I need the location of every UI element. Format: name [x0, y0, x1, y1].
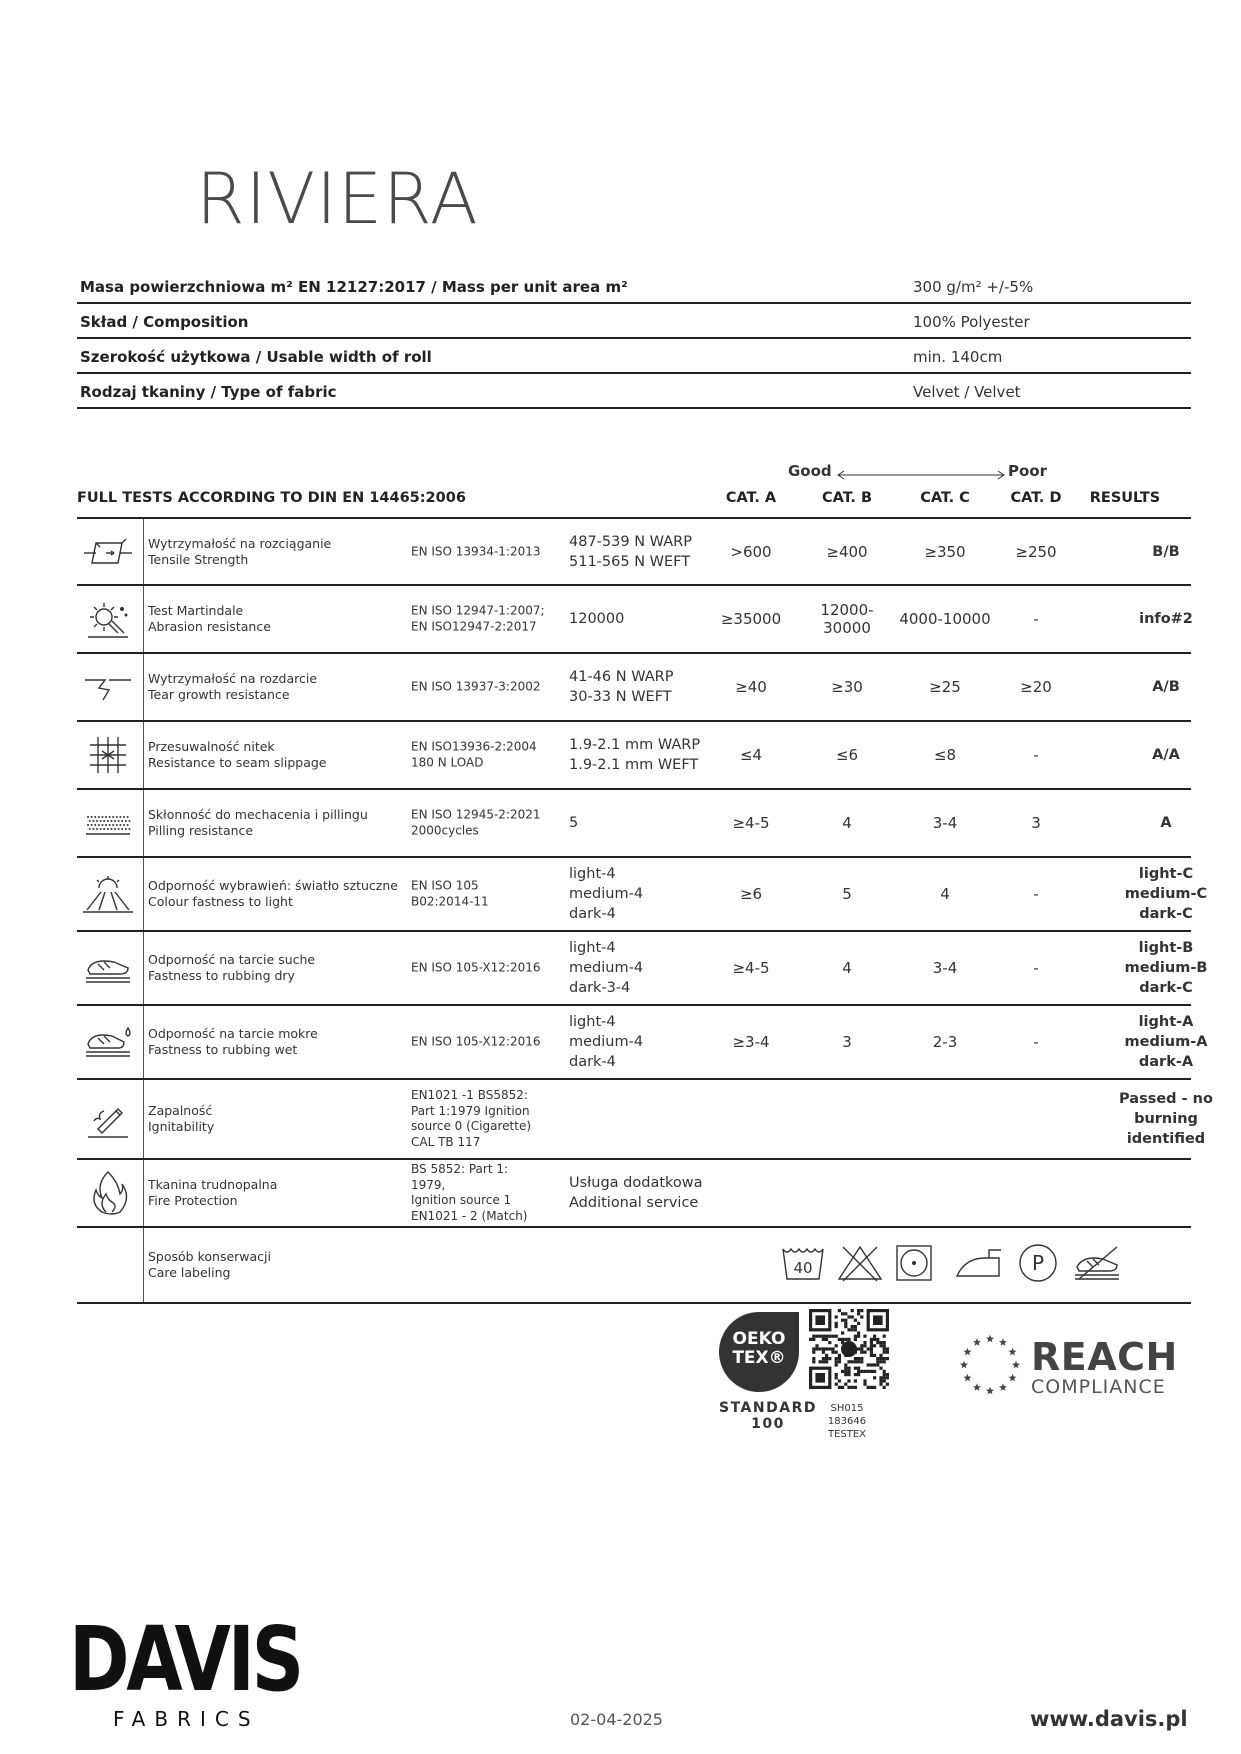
tumble-dry-icon	[895, 1244, 933, 1286]
test-name	[148, 952, 315, 984]
brand-logo: DAVIS	[69, 1607, 301, 1711]
row-cat-c: 4	[940, 885, 950, 903]
measured-value	[569, 1012, 643, 1072]
row-divider	[143, 654, 144, 720]
care-name-en: Care labeling	[148, 1265, 231, 1280]
measured-line: 120000	[569, 611, 625, 627]
standard-line1: STANDARD	[719, 1400, 817, 1416]
spec-value: 100% Polyester	[913, 313, 1030, 331]
row-divider	[143, 586, 144, 652]
row-cat-a: ≥4-5	[732, 814, 770, 832]
row-cat-d: -	[1033, 885, 1039, 903]
standard-text: BS 5852: Part 1: 1979, Ignition source 1 EN1021 - 2 (Match)	[411, 1162, 528, 1223]
standard-text: EN ISO 13937-3:2002	[411, 679, 541, 694]
test-name	[148, 1177, 277, 1209]
row-cat-a: ≥4-5	[732, 959, 770, 977]
row-cat-c: 3-4	[932, 959, 958, 977]
test-standard	[411, 679, 546, 695]
row-cat-d: -	[1033, 959, 1039, 977]
test-name	[148, 1026, 318, 1058]
row-cat-c: ≥350	[924, 542, 966, 561]
table-row	[77, 722, 1191, 790]
reach-title: REACH	[1031, 1335, 1178, 1379]
standard-text: EN ISO 105-X12:2016	[411, 960, 541, 975]
test-name-pl: Odporność na tarcie mokre	[148, 1026, 318, 1041]
tests-header	[77, 487, 1191, 519]
pilling-icon	[77, 790, 139, 856]
result-line: B/B	[1152, 543, 1180, 560]
measured-line: Usługa dodatkowa	[569, 1175, 703, 1191]
test-name-en: Tear growth resistance	[148, 687, 290, 702]
row-divider	[143, 1160, 144, 1226]
care-name	[148, 1249, 271, 1281]
table-row	[77, 586, 1191, 654]
header-cat-b: CAT. B	[821, 490, 873, 506]
test-result	[1111, 938, 1221, 998]
measured-value	[569, 1173, 703, 1213]
test-result	[1111, 1012, 1221, 1072]
test-name	[148, 536, 331, 568]
website-link[interactable]: www.davis.pl	[1030, 1707, 1188, 1731]
table-row	[77, 1080, 1213, 1160]
test-result	[1111, 864, 1221, 924]
result-line: A/A	[1152, 747, 1180, 763]
test-standard	[411, 808, 546, 839]
row-cat-c: 2-3	[932, 1033, 958, 1051]
spec-row	[77, 374, 1191, 409]
test-name-pl: Wytrzymałość na rozdarcie	[148, 671, 318, 686]
fire-icon	[77, 1160, 139, 1226]
tests-table	[77, 519, 1213, 1304]
wash-temp-text: 40	[793, 1259, 813, 1277]
row-cat-d: 3	[1031, 814, 1041, 832]
spec-label: Rodzaj tkaniny / Type of fabric	[80, 383, 337, 401]
care-name-pl: Sposób konserwacji	[148, 1249, 271, 1264]
measured-value	[569, 813, 578, 833]
test-name-en: Ignitability	[148, 1119, 215, 1134]
scale-good-label: Good	[788, 462, 832, 480]
wash-40-icon	[781, 1245, 825, 1285]
certificate-info	[814, 1402, 880, 1441]
header-cat-c: CAT. C	[920, 490, 970, 506]
result-line: light-B	[1138, 940, 1194, 956]
spec-value: min. 140cm	[913, 348, 1003, 366]
measured-line: medium-4	[569, 886, 644, 902]
test-name	[148, 603, 271, 635]
measured-line: 41-46 N WARP	[569, 669, 674, 685]
result-line: A/B	[1152, 679, 1180, 695]
measured-line: dark-4	[569, 906, 616, 922]
test-result	[1111, 813, 1221, 833]
test-name-pl: Zapalność	[148, 1103, 213, 1118]
tensile-icon	[77, 519, 139, 584]
measured-line: dark-4	[569, 1054, 616, 1070]
test-name-pl: Wytrzymałość na rozciąganie	[148, 535, 332, 551]
result-line: burning	[1134, 1111, 1198, 1127]
rubbing-dry-icon	[77, 932, 139, 1004]
test-name-pl: Odporność na tarcie suche	[148, 952, 316, 967]
test-name-pl: Skłonność do mechacenia i pillingu	[148, 807, 368, 822]
test-name-en: Tensile Strength	[148, 551, 249, 567]
dry-clean-p-icon	[1017, 1242, 1059, 1288]
header-results: RESULTS	[1089, 490, 1161, 506]
tear-icon	[77, 654, 139, 720]
measured-line: 30-33 N WEFT	[569, 689, 672, 705]
certificate-number: SH015 183646	[827, 1403, 867, 1427]
test-name	[148, 671, 317, 703]
spec-table	[77, 269, 1191, 409]
row-divider	[143, 1080, 144, 1158]
test-result	[1111, 542, 1221, 562]
result-line: dark-A	[1138, 1054, 1194, 1070]
reach-subtitle: COMPLIANCE	[1031, 1376, 1166, 1398]
row-cat-b: 5	[842, 885, 852, 903]
row-cat-c: 3-4	[932, 814, 958, 832]
result-line: Passed - no	[1119, 1091, 1213, 1107]
oeko-tex-logo	[717, 1310, 801, 1398]
standard-text: EN1021 -1 BS5852: Part 1:1979 Ignition source 0 (Cigarette) CAL TB 117	[411, 1088, 532, 1149]
measured-line: 511-565 N WEFT	[569, 553, 691, 570]
table-row	[77, 858, 1208, 932]
no-bleach-icon	[837, 1243, 883, 1287]
rubbing-wet-icon	[77, 1006, 139, 1078]
test-name	[148, 1103, 214, 1135]
measured-line: light-4	[569, 866, 616, 882]
measured-line: Additional service	[569, 1195, 699, 1211]
test-name-pl: Tkanina trudnopalna	[148, 1177, 278, 1192]
test-name	[148, 878, 398, 910]
row-cat-d: -	[1033, 1033, 1039, 1051]
row-cat-a: ≥6	[739, 885, 763, 903]
test-standard	[411, 740, 546, 771]
measured-line: medium-4	[569, 1034, 644, 1050]
row-divider	[143, 519, 144, 584]
row-cat-d: ≥250	[1015, 542, 1057, 561]
result-line: A	[1160, 815, 1172, 831]
scale-arrow-icon	[836, 470, 1006, 480]
standard-text: EN ISO 12945-2:2021 2000cycles	[411, 807, 541, 837]
test-name-pl: Test Martindale	[148, 603, 244, 618]
spec-value: Velvet / Velvet	[913, 383, 1021, 401]
row-divider	[143, 858, 144, 930]
care-row	[77, 1228, 1191, 1304]
table-row	[77, 654, 1191, 722]
result-line: identified	[1126, 1131, 1206, 1147]
spec-label: Skład / Composition	[80, 313, 249, 331]
row-cat-d: ≥20	[1020, 678, 1052, 696]
row-cat-b: 4	[842, 959, 852, 977]
test-standard	[411, 604, 546, 635]
result-line: dark-C	[1139, 906, 1193, 922]
row-cat-b: 12000-30000	[820, 601, 874, 637]
test-name-en: Fastness to rubbing wet	[148, 1042, 298, 1057]
measured-line: 1.9-2.1 mm WEFT	[569, 757, 699, 773]
result-line: info#2	[1139, 611, 1193, 627]
product-title: RIVIERA	[196, 158, 479, 240]
row-cat-a: ≥35000	[720, 610, 782, 628]
measured-value	[569, 864, 643, 924]
oeko-line1: OEKO	[732, 1329, 786, 1349]
dry-clean-text: P	[1031, 1251, 1045, 1275]
light-icon	[77, 858, 139, 930]
row-cat-c: ≥25	[929, 678, 961, 696]
seam-slippage-icon	[77, 722, 139, 788]
standard-text: EN ISO 13934-1:2013	[411, 543, 541, 558]
row-cat-b: ≥30	[831, 678, 863, 696]
measured-value	[569, 532, 692, 572]
standard-text: EN ISO 12947-1:2007; EN ISO12947-2:2017	[411, 603, 545, 633]
row-cat-a: ≤4	[739, 746, 763, 764]
test-standard	[411, 544, 546, 560]
row-divider	[143, 932, 144, 1004]
result-line: medium-C	[1124, 886, 1208, 902]
measured-line: light-4	[569, 940, 616, 956]
test-result	[1111, 677, 1221, 697]
row-cat-c: 4000-10000	[899, 610, 991, 628]
standard-text: EN ISO 105-X12:2016	[411, 1034, 541, 1049]
test-name	[148, 807, 368, 839]
test-name-en: Pilling resistance	[148, 823, 254, 838]
table-row	[77, 1006, 1208, 1080]
eu-stars-icon	[958, 1333, 1022, 1397]
test-standard	[411, 960, 546, 976]
document-date: 02-04-2025	[570, 1710, 663, 1729]
no-wring-icon	[1073, 1245, 1123, 1285]
brand-sub: FABRICS	[113, 1707, 260, 1731]
row-divider	[143, 790, 144, 856]
measured-value	[569, 938, 643, 998]
measured-line: dark-3-4	[569, 980, 631, 996]
test-standard	[411, 1034, 546, 1050]
test-name	[148, 739, 326, 771]
row-divider	[143, 1006, 144, 1078]
iron-icon	[955, 1246, 1003, 1284]
row-cat-d: -	[1033, 746, 1039, 764]
martindale-icon	[77, 586, 139, 652]
row-cat-c: ≤8	[933, 746, 957, 764]
spec-label: Masa powierzchniowa m² EN 12127:2017 / Mass per unit area m²	[80, 278, 628, 296]
result-line: light-A	[1138, 1014, 1194, 1030]
row-cat-b: 3	[842, 1033, 852, 1051]
spec-value: 300 g/m² +/-5%	[913, 278, 1034, 296]
row-divider	[143, 1228, 144, 1302]
spec-label: Szerokość użytkowa / Usable width of roll	[80, 348, 432, 366]
measured-value	[569, 609, 624, 629]
measured-value	[569, 667, 673, 707]
table-row	[77, 1160, 1191, 1228]
oeko-line2: TEX®	[732, 1348, 786, 1368]
measured-line: 487-539 N WARP	[569, 533, 692, 550]
test-name-pl: Odporność wybrawień: światło sztuczne	[148, 878, 398, 893]
row-cat-a: >600	[730, 542, 772, 561]
row-cat-b: ≥400	[826, 542, 868, 561]
tests-title: FULL TESTS ACCORDING TO DIN EN 14465:2006	[77, 490, 466, 506]
result-line: light-C	[1138, 866, 1194, 882]
test-name-en: Fastness to rubbing dry	[148, 968, 295, 983]
table-row	[77, 790, 1191, 858]
measured-line: 5	[569, 815, 579, 831]
result-line: medium-A	[1124, 1034, 1208, 1050]
test-name-pl: Przesuwalność nitek	[148, 739, 275, 754]
test-standard	[411, 1162, 546, 1224]
header-cat-d: CAT. D	[1010, 490, 1062, 506]
qr-code-icon	[809, 1309, 889, 1389]
test-result	[1111, 609, 1221, 629]
standard-100-label	[713, 1400, 823, 1432]
row-cat-b: ≤6	[835, 746, 859, 764]
measured-value	[569, 735, 700, 775]
test-name-en: Fire Protection	[148, 1193, 238, 1208]
test-name-en: Resistance to seam slippage	[148, 755, 327, 770]
test-result	[1111, 1089, 1221, 1149]
test-name-en: Abrasion resistance	[148, 619, 271, 634]
measured-line: light-4	[569, 1014, 616, 1030]
row-cat-d: -	[1033, 610, 1039, 628]
spec-row	[77, 304, 1191, 339]
row-cat-b: 4	[842, 814, 852, 832]
test-result	[1111, 745, 1221, 765]
test-standard	[411, 1088, 546, 1150]
certificate-institute: TESTEX	[827, 1429, 867, 1440]
row-cat-a: ≥3-4	[732, 1033, 770, 1051]
standard-text: EN ISO 105 B02:2014-11	[411, 878, 489, 908]
measured-line: 1.9-2.1 mm WARP	[569, 737, 701, 753]
result-line: dark-C	[1139, 980, 1193, 996]
spec-row	[77, 339, 1191, 374]
spec-row	[77, 269, 1191, 304]
ignitability-icon	[77, 1080, 139, 1158]
test-name-en: Colour fastness to light	[148, 894, 293, 909]
row-cat-a: ≥40	[735, 678, 767, 696]
standard-line2: 100	[751, 1416, 785, 1432]
table-row	[77, 932, 1208, 1006]
table-row	[77, 519, 1191, 586]
test-standard	[411, 879, 546, 910]
scale-poor-label: Poor	[1008, 462, 1048, 480]
header-cat-a: CAT. A	[725, 490, 777, 506]
result-line: medium-B	[1124, 960, 1208, 976]
measured-line: medium-4	[569, 960, 644, 976]
row-divider	[143, 722, 144, 788]
standard-text: EN ISO13936-2:2004 180 N LOAD	[411, 739, 537, 769]
